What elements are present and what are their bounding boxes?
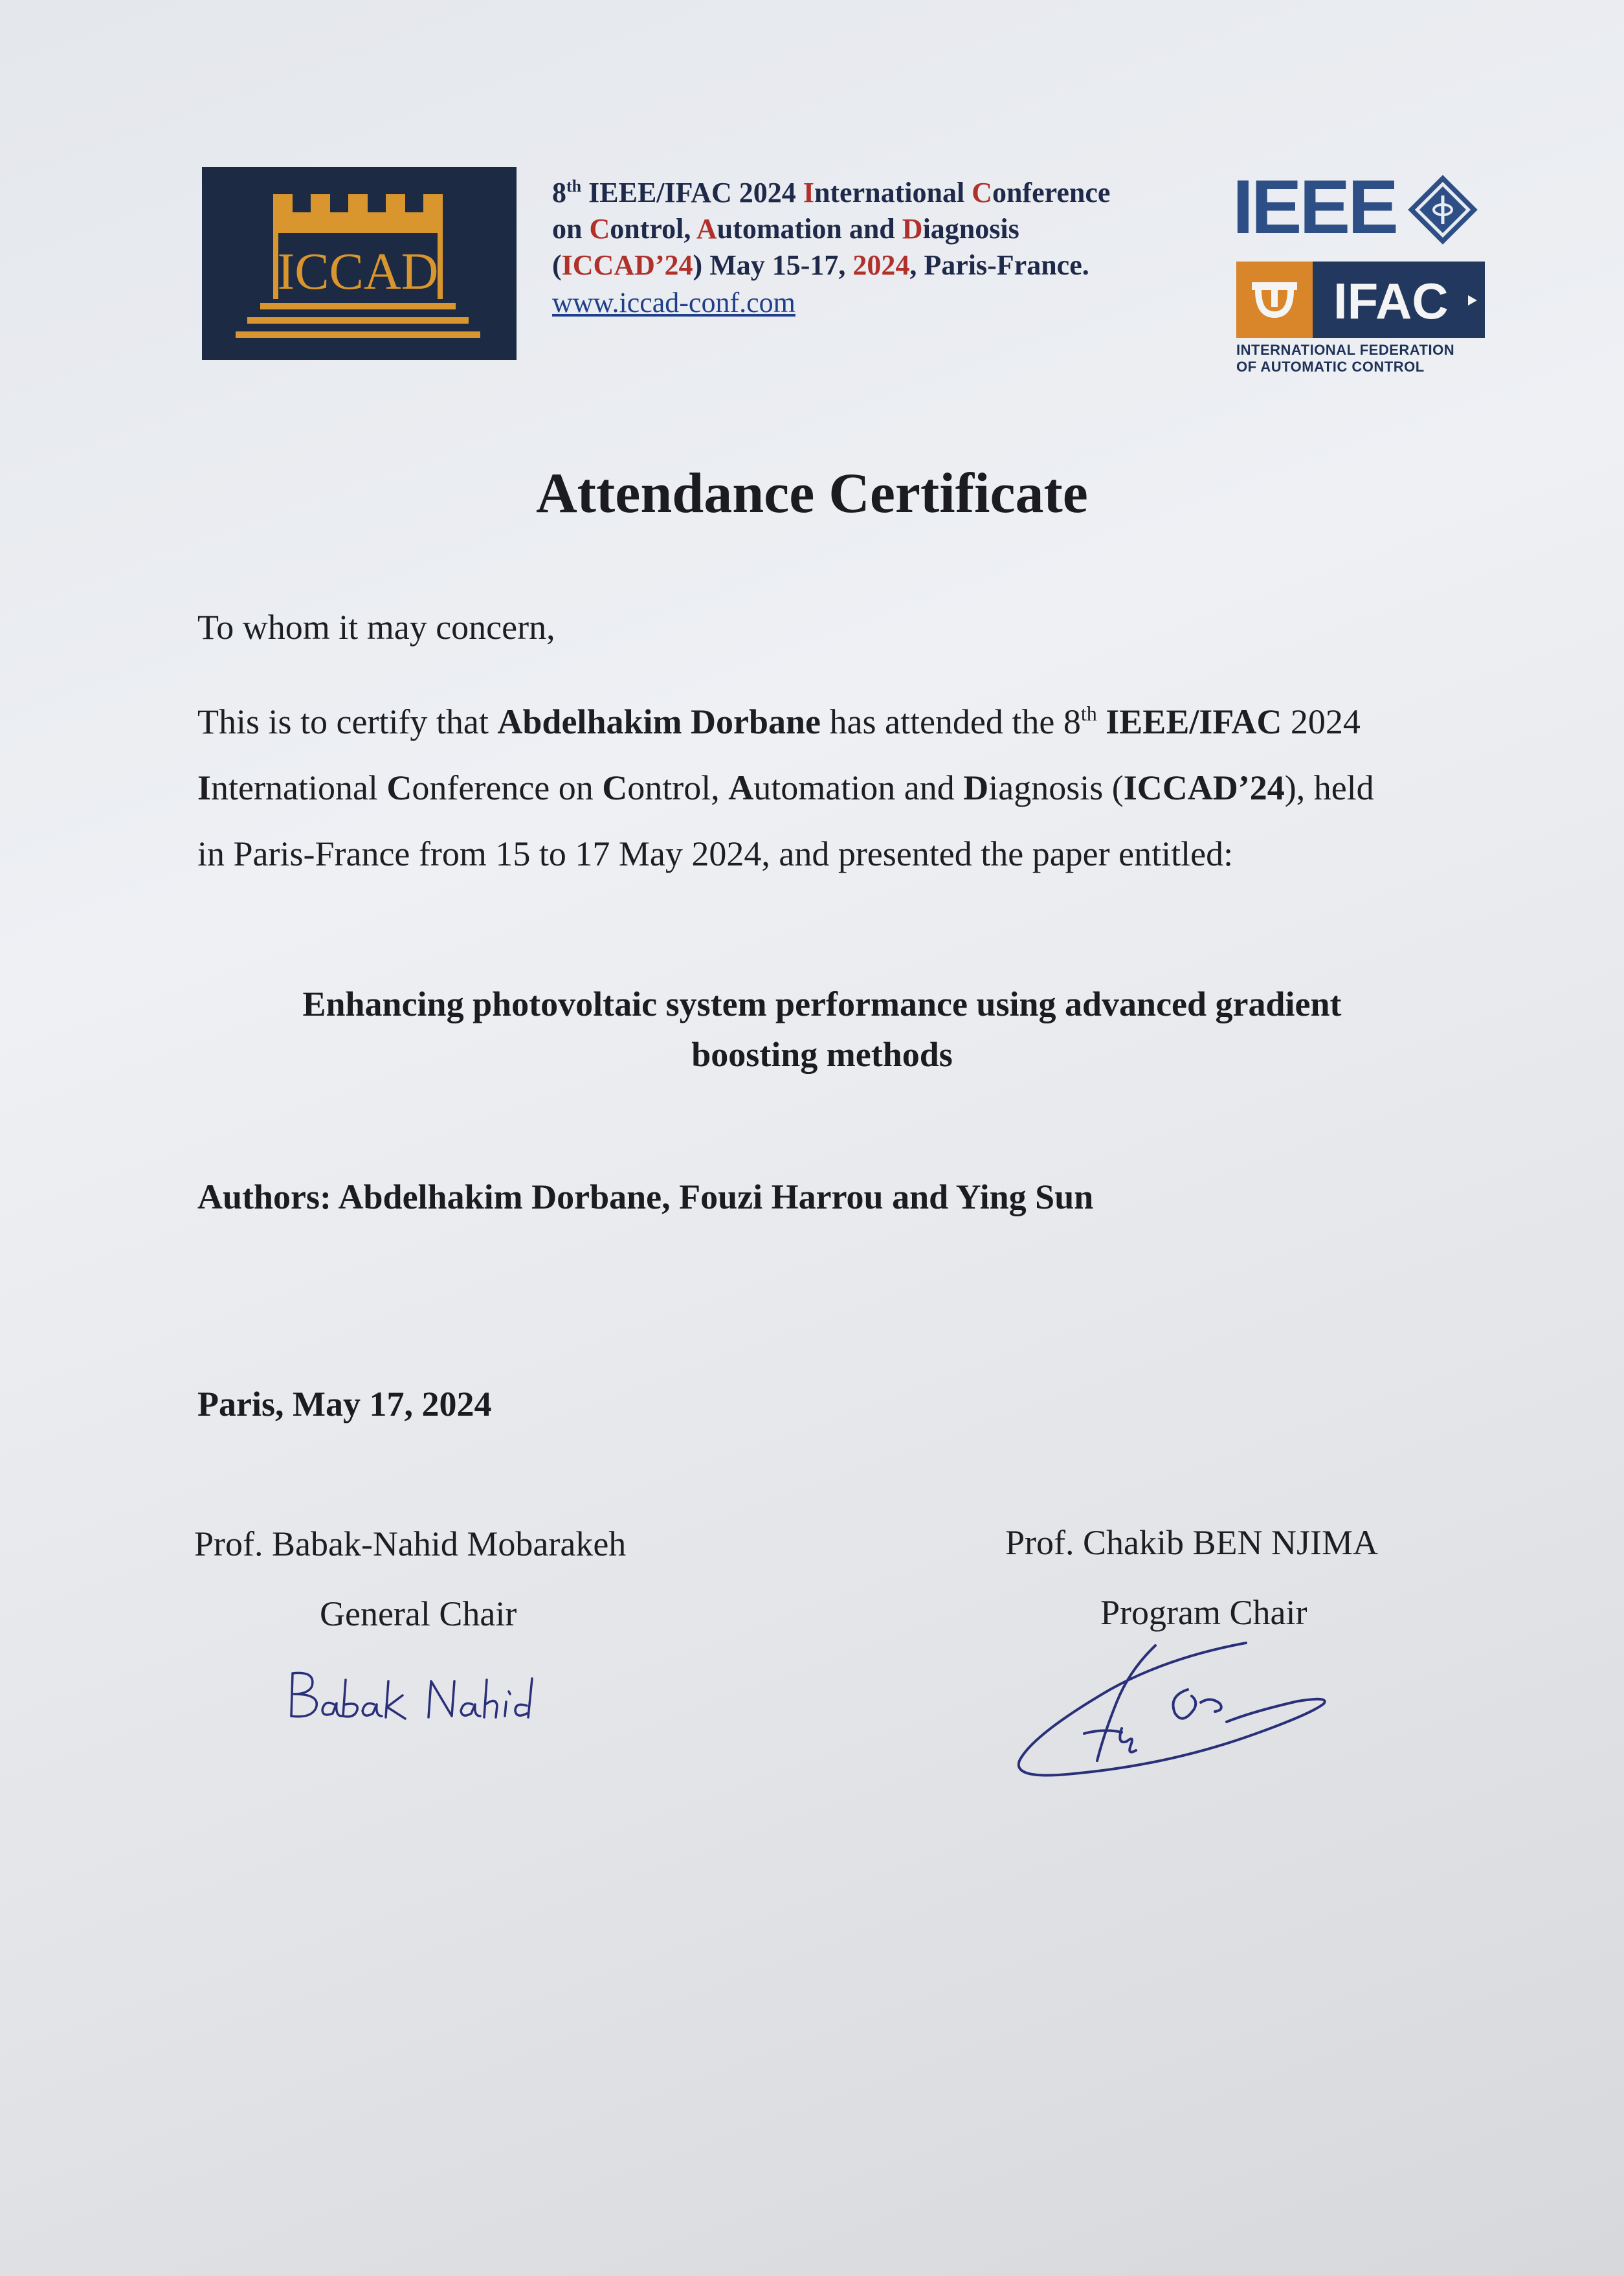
general-chair-signature bbox=[278, 1654, 550, 1738]
certification-line-3: in Paris-France from 15 to 17 May 2024, and presented the paper entitled: bbox=[197, 834, 1234, 873]
conference-line-2: on Control, Automation and Diagnosis bbox=[552, 213, 1019, 245]
place-date: Paris, May 17, 2024 bbox=[197, 1385, 492, 1423]
general-chair-role: General Chair bbox=[320, 1594, 517, 1633]
authors: Authors: Abdelhakim Dorbane, Fouzi Harrou and Ying Sun bbox=[197, 1177, 1094, 1216]
certification-line-2: International Conference on Control, Automation and Diagnosis (ICCAD’24), held bbox=[197, 768, 1374, 807]
salutation: To whom it may concern, bbox=[197, 608, 555, 647]
conference-line-1: 8th IEEE/IFAC 2024 International Conference bbox=[552, 177, 1111, 208]
program-chair-role: Program Chair bbox=[1100, 1593, 1307, 1632]
iccad-logo-text: ICCAD bbox=[277, 243, 439, 300]
program-chair-name: Prof. Chakib BEN NJIMA bbox=[1005, 1523, 1378, 1562]
ifac-logo bbox=[1236, 262, 1485, 338]
program-chair-signature bbox=[1007, 1631, 1343, 1787]
iccad-logo bbox=[202, 167, 517, 360]
ifac-logo-text: IFAC bbox=[1333, 273, 1449, 329]
paper-title: Enhancing photovoltaic system performance using advanced gradient boosting methods bbox=[302, 985, 1342, 1074]
certificate-title: Attendance Certificate bbox=[536, 462, 1088, 525]
conference-info bbox=[552, 175, 1199, 284]
general-chair-name: Prof. Babak-Nahid Mobarakeh bbox=[194, 1524, 627, 1563]
ieee-logo bbox=[1232, 170, 1491, 247]
ifac-subtitle: INTERNATIONAL FEDERATION OF AUTOMATIC CONTROL bbox=[1236, 342, 1455, 375]
conference-url-link[interactable]: www.iccad-conf.com bbox=[552, 287, 795, 318]
certification-line-1: This is to certify that Abdelhakim Dorbane has attended the 8th IEEE/IFAC 2024 bbox=[197, 702, 1361, 741]
ieee-logo-text: IEEE bbox=[1232, 170, 1396, 247]
conference-line-3: (ICCAD’24) May 15-17, 2024, Paris-France. bbox=[552, 249, 1089, 281]
certification-paragraph bbox=[197, 689, 1466, 887]
attendee-name: Abdelhakim Dorbane bbox=[497, 702, 821, 741]
